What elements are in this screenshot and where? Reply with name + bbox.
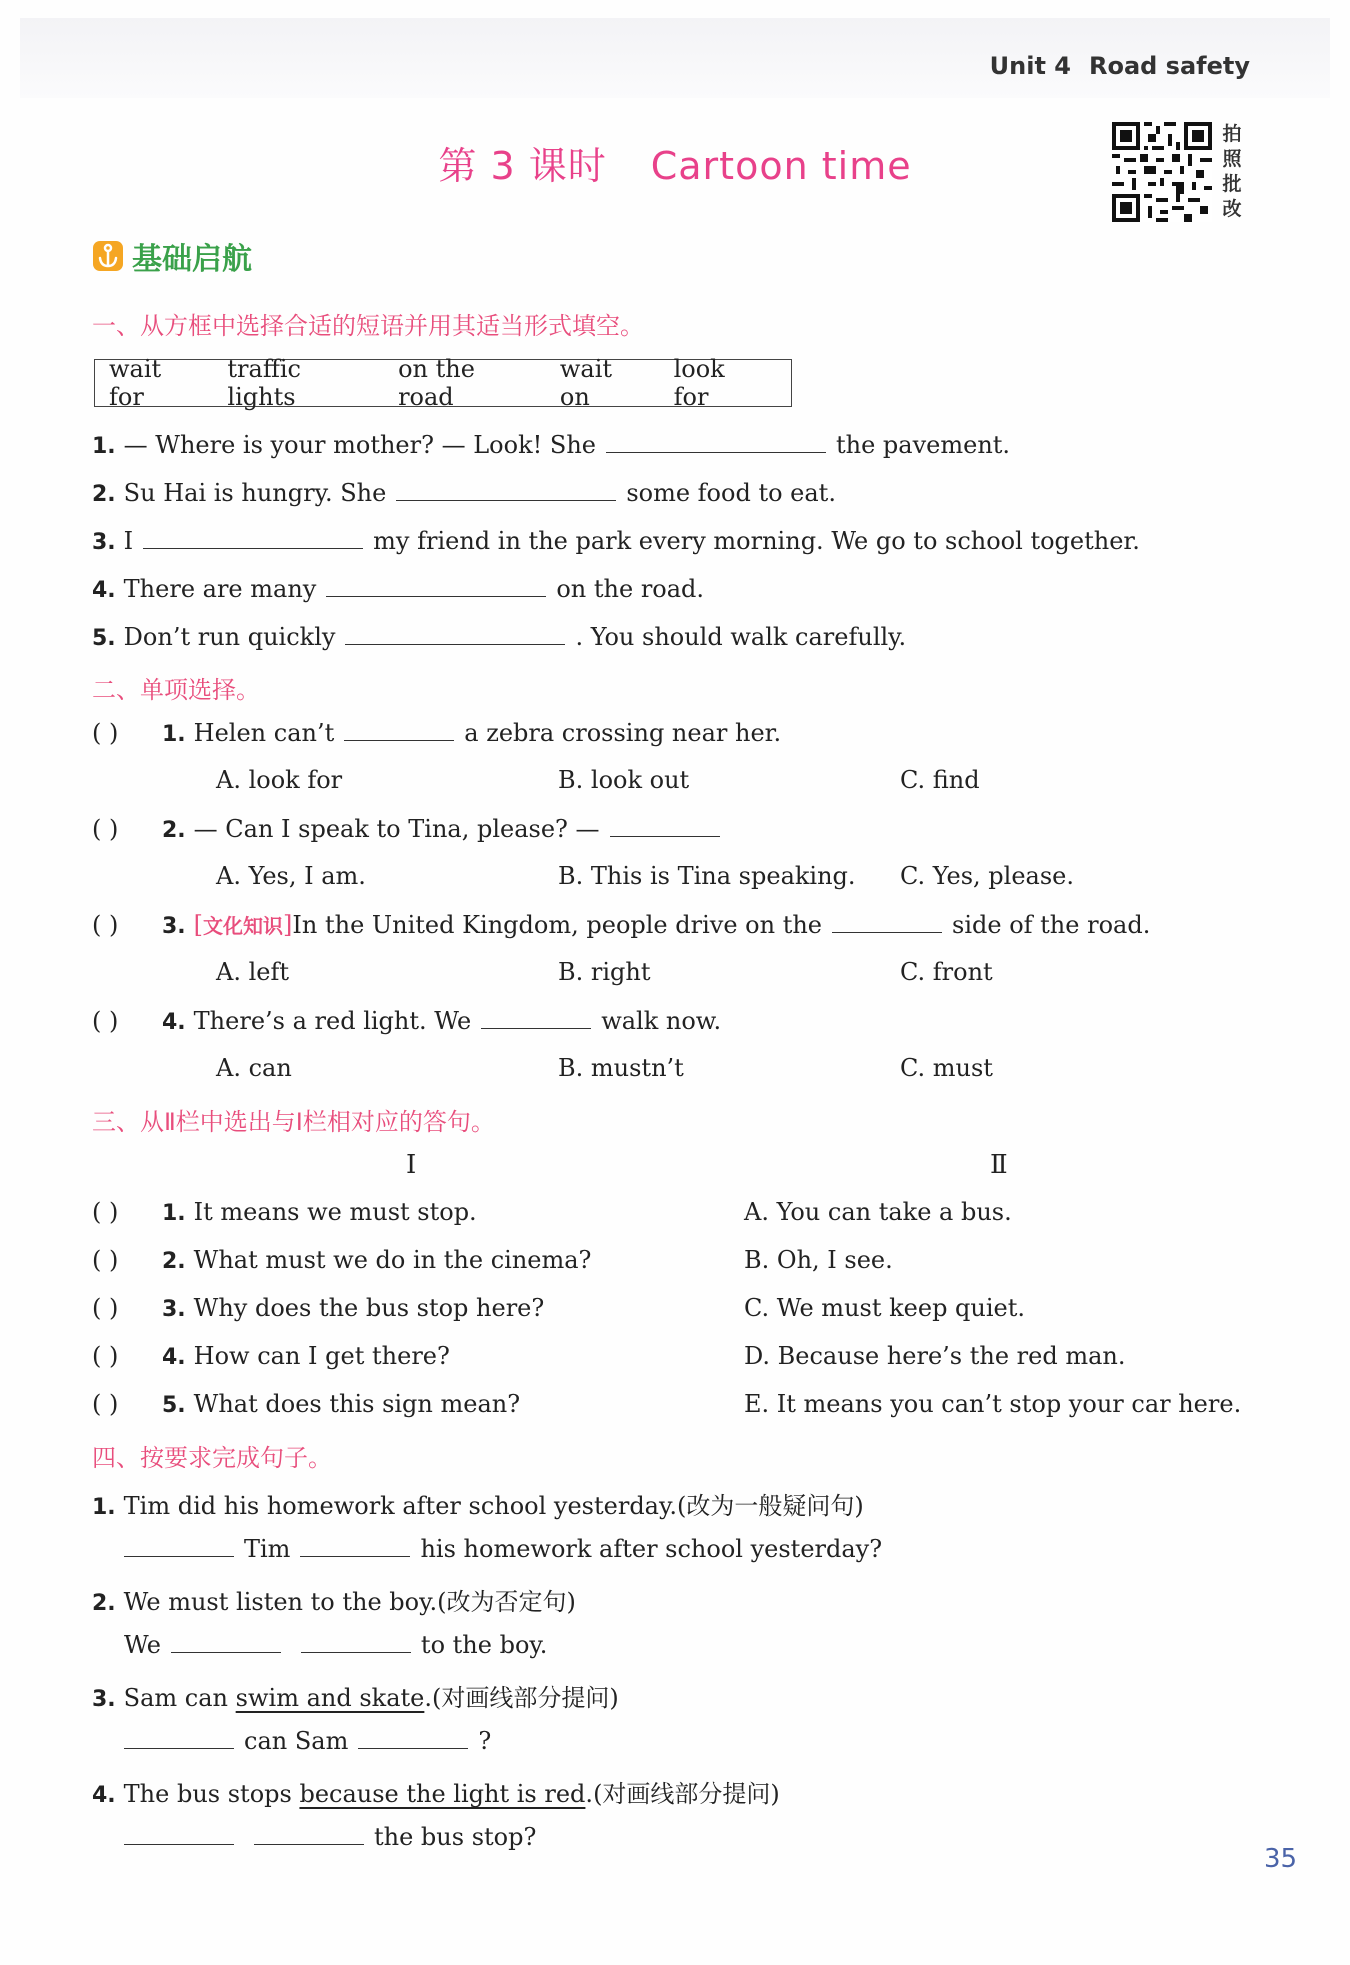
item-number: 2. bbox=[162, 818, 186, 843]
item-text: side of the road. bbox=[952, 911, 1151, 939]
item-text: his homework after school yesterday? bbox=[420, 1535, 883, 1563]
answer-parentheses[interactable]: ( ) bbox=[92, 815, 119, 843]
match-right-item: A. You can take a bus. bbox=[744, 1198, 1012, 1226]
choice-question bbox=[92, 718, 781, 747]
instruction-note: (对画线部分提问) bbox=[432, 1684, 619, 1712]
option-b[interactable]: B. mustn’t bbox=[558, 1054, 684, 1082]
item-text: my friend in the park every morning. We go to school together. bbox=[373, 527, 1140, 555]
item-number: 1. bbox=[92, 1495, 116, 1520]
match-right-item: B. Oh, I see. bbox=[744, 1246, 893, 1274]
phrase-box-item: wait for bbox=[109, 355, 162, 411]
match-right-item: D. Because here’s the red man. bbox=[744, 1342, 1126, 1370]
qr-label-char: 改 bbox=[1222, 198, 1242, 220]
match-left-item bbox=[92, 1294, 544, 1322]
rewrite-question bbox=[92, 1678, 619, 1713]
choice-options bbox=[216, 862, 1116, 892]
item-text: — Where is your mother? — Look! She bbox=[123, 431, 596, 459]
answer-blank[interactable] bbox=[143, 526, 363, 549]
rewrite-question bbox=[92, 1582, 576, 1617]
item-text: a zebra crossing near her. bbox=[464, 719, 782, 747]
answer-blank[interactable] bbox=[301, 1630, 411, 1653]
choice-question bbox=[92, 1006, 721, 1035]
item-text: . bbox=[424, 1684, 432, 1712]
item-text: the pavement. bbox=[835, 431, 1011, 459]
option-a[interactable]: A. can bbox=[216, 1054, 292, 1082]
item-text: What does this sign mean? bbox=[193, 1390, 521, 1418]
item-number: 1. bbox=[92, 434, 116, 459]
option-b[interactable]: B. look out bbox=[558, 766, 690, 794]
instruction-note: (改为一般疑问句) bbox=[676, 1492, 864, 1520]
part1-item bbox=[92, 526, 1140, 555]
item-number: 4. bbox=[92, 578, 116, 603]
part1-item bbox=[92, 622, 906, 651]
item-text: ? bbox=[478, 1727, 492, 1755]
item-number: 1. bbox=[162, 722, 186, 747]
match-right-item: C. We must keep quiet. bbox=[744, 1294, 1026, 1322]
choice-question bbox=[92, 814, 730, 843]
item-text: Tim did his homework after school yesterday. bbox=[123, 1492, 677, 1520]
answer-parentheses[interactable]: ( ) bbox=[92, 1246, 119, 1274]
item-text: Helen can’t bbox=[193, 719, 335, 747]
item-text: . bbox=[585, 1780, 594, 1808]
answer-parentheses[interactable]: ( ) bbox=[92, 1342, 119, 1370]
item-number: 2. bbox=[92, 482, 116, 507]
choice-options bbox=[216, 958, 1116, 988]
answer-blank[interactable] bbox=[345, 622, 565, 645]
option-a[interactable]: A. look for bbox=[216, 766, 343, 794]
qr-code-icon[interactable] bbox=[1112, 122, 1212, 222]
answer-blank[interactable] bbox=[481, 1006, 591, 1029]
underlined-phrase: because the light is red bbox=[299, 1780, 586, 1808]
qr-label-char: 拍 bbox=[1222, 123, 1242, 145]
phrase-box-item: on the road bbox=[398, 355, 475, 411]
item-text: The bus stops bbox=[123, 1780, 300, 1808]
anchor-badge-icon bbox=[92, 240, 124, 272]
choice-question: ( ) 3. [文化知识]In the United Kingdom, people drive on the side of the road. bbox=[92, 911, 1151, 939]
item-text: can Sam bbox=[244, 1727, 349, 1755]
lesson-number: 第 3 课时 bbox=[438, 144, 607, 188]
option-c[interactable]: C. find bbox=[900, 766, 980, 794]
item-number: 4. bbox=[162, 1010, 186, 1035]
item-text: There are many bbox=[123, 575, 317, 603]
answer-blank[interactable] bbox=[124, 1726, 234, 1749]
item-text: Tim bbox=[244, 1535, 291, 1563]
answer-blank[interactable] bbox=[610, 814, 720, 837]
answer-blank[interactable] bbox=[358, 1726, 468, 1749]
option-b[interactable]: B. This is Tina speaking. bbox=[558, 862, 856, 890]
item-text: some food to eat. bbox=[626, 479, 836, 507]
instruction-note: (对画线部分提问) bbox=[593, 1780, 780, 1808]
item-text: We must listen to the boy. bbox=[123, 1588, 438, 1616]
match-right-item: E. It means you can’t stop your car here. bbox=[744, 1390, 1242, 1418]
rewrite-question bbox=[92, 1486, 864, 1521]
phrase-box-item: look for bbox=[673, 355, 725, 411]
item-text: There’s a red light. We bbox=[193, 1007, 472, 1035]
answer-parentheses[interactable]: ( ) bbox=[92, 1007, 119, 1035]
rewrite-question bbox=[92, 1774, 780, 1809]
match-left-item bbox=[92, 1198, 477, 1226]
part1-heading: 一、从方框中选择合适的短语并用其适当形式填空。 bbox=[92, 312, 644, 340]
rewrite-answer bbox=[124, 1630, 547, 1659]
item-number: 2. bbox=[92, 1591, 116, 1616]
column-2-header: Ⅱ bbox=[990, 1150, 1008, 1180]
part4-heading: 四、按要求完成句子。 bbox=[92, 1444, 332, 1472]
item-text: — Can I speak to Tina, please? — bbox=[193, 815, 600, 843]
option-c[interactable]: C. Yes, please. bbox=[900, 862, 1074, 890]
choice-options bbox=[216, 766, 1116, 796]
part1-item bbox=[92, 478, 836, 507]
item-text: It means we must stop. bbox=[193, 1198, 477, 1226]
answer-parentheses[interactable]: ( ) bbox=[92, 1294, 119, 1322]
section-title: 基础启航 bbox=[132, 242, 252, 277]
item-text: on the road. bbox=[556, 575, 705, 603]
answer-blank[interactable] bbox=[396, 478, 616, 501]
item-number: 4. bbox=[92, 1783, 116, 1808]
item-number: 5. bbox=[162, 1393, 186, 1418]
match-left-item bbox=[92, 1390, 520, 1418]
instruction-note: (改为否定句) bbox=[437, 1588, 576, 1616]
column-1-header: Ⅰ bbox=[406, 1150, 417, 1180]
match-left-item bbox=[92, 1342, 450, 1370]
answer-blank[interactable] bbox=[171, 1630, 281, 1653]
answer-blank[interactable] bbox=[254, 1822, 364, 1845]
item-text: What must we do in the cinema? bbox=[193, 1246, 592, 1274]
answer-parentheses[interactable]: ( ) bbox=[92, 1198, 119, 1226]
choice-options bbox=[216, 1054, 1116, 1084]
item-text: We bbox=[124, 1631, 161, 1659]
item-number: 1. bbox=[162, 1201, 186, 1226]
option-a[interactable]: A. left bbox=[216, 958, 289, 986]
item-number: 2. bbox=[162, 1249, 186, 1274]
unit-header bbox=[990, 52, 1250, 80]
lesson-name: Cartoon time bbox=[650, 144, 912, 188]
part2-heading: 二、单项选择。 bbox=[92, 676, 260, 704]
item-number: 3. bbox=[162, 914, 186, 939]
part1-item bbox=[92, 430, 1010, 459]
answer-parentheses[interactable]: ( ) bbox=[92, 1390, 119, 1418]
answer-blank[interactable] bbox=[300, 1534, 410, 1557]
option-c[interactable]: C. front bbox=[900, 958, 993, 986]
item-text: Sam can bbox=[123, 1684, 236, 1712]
qr-label-char: 批 bbox=[1222, 173, 1242, 195]
item-text: Don’t run quickly bbox=[123, 623, 336, 651]
rewrite-answer bbox=[124, 1726, 491, 1755]
item-number: 3. bbox=[92, 530, 116, 555]
part1-item bbox=[92, 574, 704, 603]
option-b[interactable]: B. right bbox=[558, 958, 651, 986]
item-text: I bbox=[123, 527, 134, 555]
rewrite-answer bbox=[124, 1534, 882, 1563]
phrase-box-item: wait on bbox=[559, 355, 613, 411]
item-text: Su Hai is hungry. She bbox=[123, 479, 387, 507]
answer-blank[interactable] bbox=[326, 574, 546, 597]
answer-blank[interactable] bbox=[344, 718, 454, 741]
answer-blank[interactable] bbox=[606, 430, 826, 453]
phrase-box bbox=[94, 355, 792, 411]
item-number: 3. bbox=[92, 1687, 116, 1712]
qr-label bbox=[1218, 122, 1246, 222]
unit-topic: Road safety bbox=[1088, 52, 1250, 80]
answer-parentheses[interactable]: ( ) bbox=[92, 719, 119, 747]
section-heading bbox=[92, 234, 252, 278]
answer-blank[interactable] bbox=[124, 1534, 234, 1557]
unit-label: Unit 4 bbox=[989, 52, 1071, 80]
item-number: 5. bbox=[92, 626, 116, 651]
item-text: How can I get there? bbox=[193, 1342, 450, 1370]
answer-blank[interactable] bbox=[832, 910, 942, 933]
answer-parentheses[interactable]: ( ) bbox=[92, 911, 119, 939]
item-text: to the boy. bbox=[420, 1631, 548, 1659]
match-left-item bbox=[92, 1246, 591, 1274]
option-a[interactable]: A. Yes, I am. bbox=[216, 862, 366, 890]
item-text: . You should walk carefully. bbox=[575, 623, 907, 651]
part3-heading: 三、从Ⅱ栏中选出与Ⅰ栏相对应的答句。 bbox=[92, 1108, 495, 1136]
item-text: Why does the bus stop here? bbox=[193, 1294, 545, 1322]
item-text: In the United Kingdom, people drive on the bbox=[292, 911, 823, 939]
item-number: 3. bbox=[162, 1297, 186, 1322]
item-number: 4. bbox=[162, 1345, 186, 1370]
answer-blank[interactable] bbox=[124, 1822, 234, 1845]
rewrite-answer bbox=[124, 1822, 536, 1851]
page-number: 35 bbox=[1264, 1844, 1298, 1874]
item-text: walk now. bbox=[601, 1007, 722, 1035]
culture-tag: 文化知识 bbox=[203, 914, 284, 938]
phrase-box-item: traffic lights bbox=[227, 355, 301, 411]
item-text: the bus stop? bbox=[374, 1823, 537, 1851]
qr-label-char: 照 bbox=[1222, 148, 1242, 170]
underlined-phrase: swim and skate bbox=[235, 1684, 425, 1712]
option-c[interactable]: C. must bbox=[900, 1054, 993, 1082]
